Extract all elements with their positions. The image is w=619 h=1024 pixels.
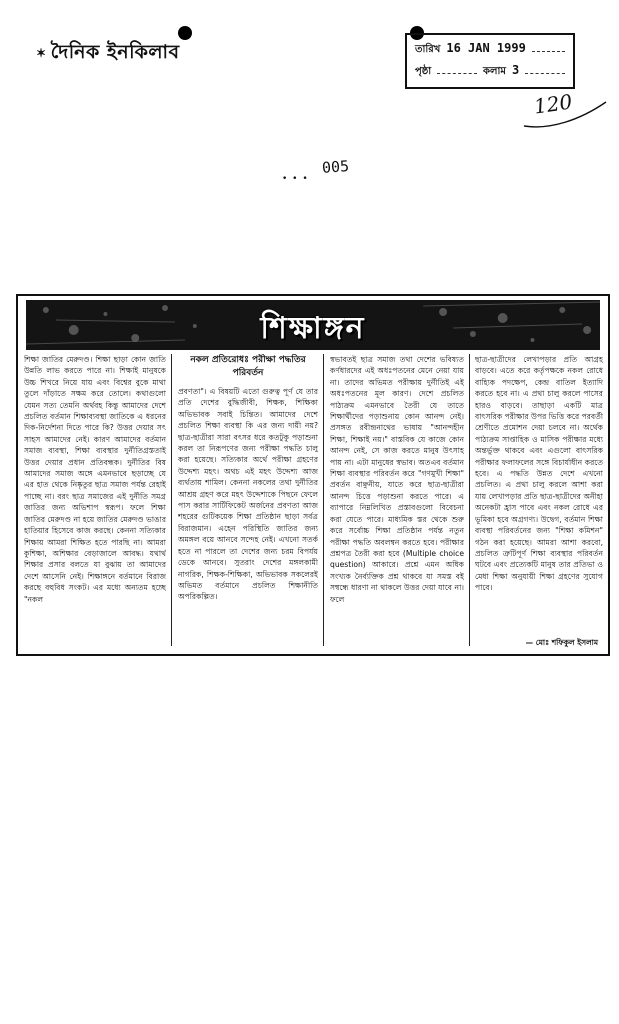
article-column-1	[24, 354, 166, 648]
section-banner	[26, 300, 600, 350]
column-divider	[469, 354, 470, 646]
column-2-text: প্রবণতা"। এ বিষয়টি এতো গুরুত্ব পূর্ণ যে তার প্রতি দেশের বুদ্ধিজীবী, শিক্ষক, শিক্ষিকা অভিভাবক সবাই চিন্তিত। আমাদের দেশে প্রচলিত শিক্ষা ব্যবস্থা কি এর জন্য দায়ী নয়? ছাত্র-ছাত্রীরা সারা বৎসর ধরে কতটুকু পড়াশুনা করল তা নিরূপণের জন্য পরীক্ষা পদ্ধতি চালু করা হয়েছে। সত্যিকার অর্থে পরীক্ষা গ্রহণের উদ্দেশ্য মহৎ। অথচ এই মহৎ উদ্দেশ্য আজ ব্যর্থতায় শামিল। কেননা নকলের তথা দুর্নীতির আশ্রয় গ্রহণ করে মহৎ উদ্দেশ্যকে পিছনে ফেলে পাস করার সার্টিফিকেট অর্জনের প্রবণতা আজ শহরের গুটিকয়েক শিক্ষা প্রতিষ্ঠান ছাড়া সর্বত্র বিরাজমান। এহেন পরিস্থিতি জাতির জন্য অমঙ্গল বয়ে আনবে সন্দেহ নেই। এখনো সতর্ক হতে না পারলে তা দেশের জন্য চরম বিপর্যয় ডেকে আনবে। সুতরাং দেশের মঙ্গলকামী নাগরিক, শিক্ষক-শিক্ষিকা, অভিভাবক সকলেরই অভিমত বর্তমানে প্রচলিত শিক্ষানীতি অপরিকল্পিত।	[178, 387, 318, 602]
banner-title: শিক্ষাঙ্গন	[260, 311, 366, 346]
article-heading: নকল প্রতিরোধঃ পরীক্ষা পদ্ধতির পরিবর্তন	[190, 355, 306, 378]
stamp-page-label: পৃষ্ঠা	[415, 66, 432, 77]
article-column-2	[178, 354, 318, 648]
stamp-column-value: 3	[511, 63, 520, 77]
column-divider	[323, 354, 324, 646]
column-1-text: শিক্ষা জাতির মেরুদণ্ড। শিক্ষা ছাড়া কোন জাতি উন্নতি লাভ করতে পারে না। শিক্ষাই মানুষকে উচ্চ শিখরে নিয়ে যায় এবং বিশ্বের বুকে মাথা তুলে দাঁড়াতে সক্ষম করে তোলে। কথাগুলো যেমন সত্য তেমনি অর্থবহ কিন্তু আমাদের দেশে প্রচলিত বর্তমান শিক্ষাব্যবস্থা জাতিকে এ ধরনের দিক-নির্দেশনা দিতে পারে কি? উত্তর দেয়ার সৎ সাহস আমাদের নেই। কারণ আমাদের বর্তমান সমাজ ব্যবস্থা, শিক্ষা ব্যবস্থার দুর্নীতিগ্রস্ততাই উত্তর দেয়ার প্রধান প্রতিবন্ধক। দুর্নীতির বিষ আমাদের সমাজ অঙ্গে এমনভাবে ছড়াচ্ছে যে এর হাত থেকে নিষ্কৃতুর ছাত্র সমাজ পর্যন্ত রেহাই পাচ্ছে না। বরং ছাত্র সমাজের এই দুর্নীতি সমগ্র জাতির জন্য অভিশাপ স্বরূপ। ফলে শিক্ষা জাতির মেরুদণ্ড না হয়ে জাতির মেরুদণ্ড ভাঙার হাতিয়ার হিসেবে কাজ করছে। কেননা সত্যিকার শিক্ষায় আমরা শিক্ষিত হতে পারছি না। আমরা কুশিক্ষা, অশিক্ষার বেড়াজালে আবদ্ধ। যথার্থ শিক্ষার প্রসার বলতে যা বুঝায় তা আমাদের দেশে আসেনি নেই। শিক্ষাঙ্গনে বর্তমানে বিরাজ করছে বহুবিধ সংকট। এর মধ্যে অন্যতম হচ্ছে "নকল	[24, 355, 166, 604]
sequence-number: 005	[321, 157, 350, 177]
article-column-3	[330, 354, 464, 648]
punch-hole-left	[178, 26, 192, 40]
sequence-dots: • • •	[282, 174, 309, 184]
newspaper-masthead	[36, 38, 180, 70]
column-divider	[171, 354, 172, 646]
stamp-date-row	[415, 41, 565, 63]
stamp-date-value: 16 JAN 1999	[446, 41, 526, 55]
stamp-dotted-line	[525, 72, 565, 74]
column-4-text: ছাত্র-ছাত্রীদের লেখাপড়ার প্রতি আগ্রহ বাড়বে। এতে করে কর্তৃপক্ষকে নকল রোধে বাহ্যিক পদক্ষেপ, কেন্দ্র বাতিল ইত্যাদি করতে হবে না। এ প্রথা চালু করলে পাসের হারও বাড়বে। তাছাড়া একটি মাত্র বাৎসরিক পরীক্ষার উপর ভিত্তি করে পরবর্তী শ্রেণীতে প্রমোশন দেয়া চলবে না। অর্থেক পাঠ্যক্রম সাপ্তাহিক ও মাসিক পরীক্ষার মধ্যে অন্তর্ভুক্ত থাকবে এবং এগুলো বাৎসরিক পরীক্ষার ফলাফলের সঙ্গে বিচার্যাধীন করতে হবে। এ পদ্ধতি উন্নত দেশে এখনো প্রচলিত। এ প্রথা চালু করলে আশা করা যায় লেখাপড়ার প্রতি ছাত্র-ছাত্রীদের অনীহা অনেকটা হ্রাস পাবে এবং নকল রোধে এর ভূমিকা হবে অগ্রগণ্য। উদ্বেগ, বর্তমান শিক্ষা ব্যবস্থা পরিবর্তনের জন্য "শিক্ষা কমিশন" গঠন করা হয়েছে। আমরা আশা করবো, প্রচলিত ত্রুটিপূর্ণ শিক্ষা ব্যবস্থার পরিবর্তন ঘটবে এবং প্রত্যেকটি মানুষ তার প্রতিভা ও মেধা শিক্ষা অনুযায়ী শিক্ষা গ্রহণের সুযোগ পাবে।	[475, 355, 603, 593]
date-stamp	[405, 33, 575, 89]
stamp-dotted-line	[532, 50, 565, 52]
article-byline: — মোঃ শফিকুল ইসলাম	[525, 638, 598, 647]
stamp-page-row	[415, 63, 565, 85]
handwritten-page-number: 120	[532, 89, 574, 119]
article-column-4	[475, 354, 603, 636]
stamp-date-label: তারিখ	[415, 44, 441, 55]
sparkle-icon: ✶	[36, 46, 47, 60]
masthead-name: দৈনিক ইনকিলাব	[50, 41, 180, 63]
stamp-dotted-line	[437, 72, 477, 74]
newspaper-clipping	[16, 294, 610, 656]
stamp-column-label: কলাম	[483, 66, 506, 77]
column-3-text: স্বভাবতই ছাত্র সমাজ তথা দেশের ভবিষ্যত কর্ণধারদের এই অধঃপতনের মেনে নেয়া যায় না। তাদের অভিমত পরীক্ষায় দুর্নীতিই এই অধঃপতনের মূল কারণ। দেশে প্রচলিত পাঠ্যক্রম এমনভাবে তৈরী যে তাতে শিক্ষার্থীদের পড়াশুনায় কোন আনন্দ নেই। প্রসঙ্গত রবীন্দ্রনাথের ভাষায় "আনন্দহীন শিক্ষা, শিক্ষাই নয়।" বাস্তবিক যে কাজে কোন আনন্দ নেই, সে কাজ করতে মানুষ উৎসাহ পায় না। এটা মানুষের স্বভাব। অতএব বর্তমান শিক্ষা ব্যবস্থার পরিবর্তন করে "গণমুখী শিক্ষা" প্রবর্তন বাঞ্ছনীয়, যাতে করে ছাত্র-ছাত্রীরা আনন্দ চিত্তে পড়াশুনা করতে পারে। এ ব্যাপারে নিম্নলিখিত প্রস্তাবগুলো বিবেচনা করা যেতে পারে। মাধ্যমিক স্তর থেকে শুরু করে সর্বোচ্চ শিক্ষা প্রতিষ্ঠান পর্যন্ত নতুন পরীক্ষা পদ্ধতি অবলম্বন করতে হবে। পরীক্ষার প্রশ্নপত্র তৈরী করা হবে (Multiple choice question) আকারে। প্রশ্নে এমন অধিক সংখ্যক নৈর্ব্যক্তিক প্রশ্ন থাকবে যা সমস্ত বই সম্বন্ধে ধারণা না থাকলে উত্তর দেয়া যাবে না। ফলে	[330, 355, 464, 604]
